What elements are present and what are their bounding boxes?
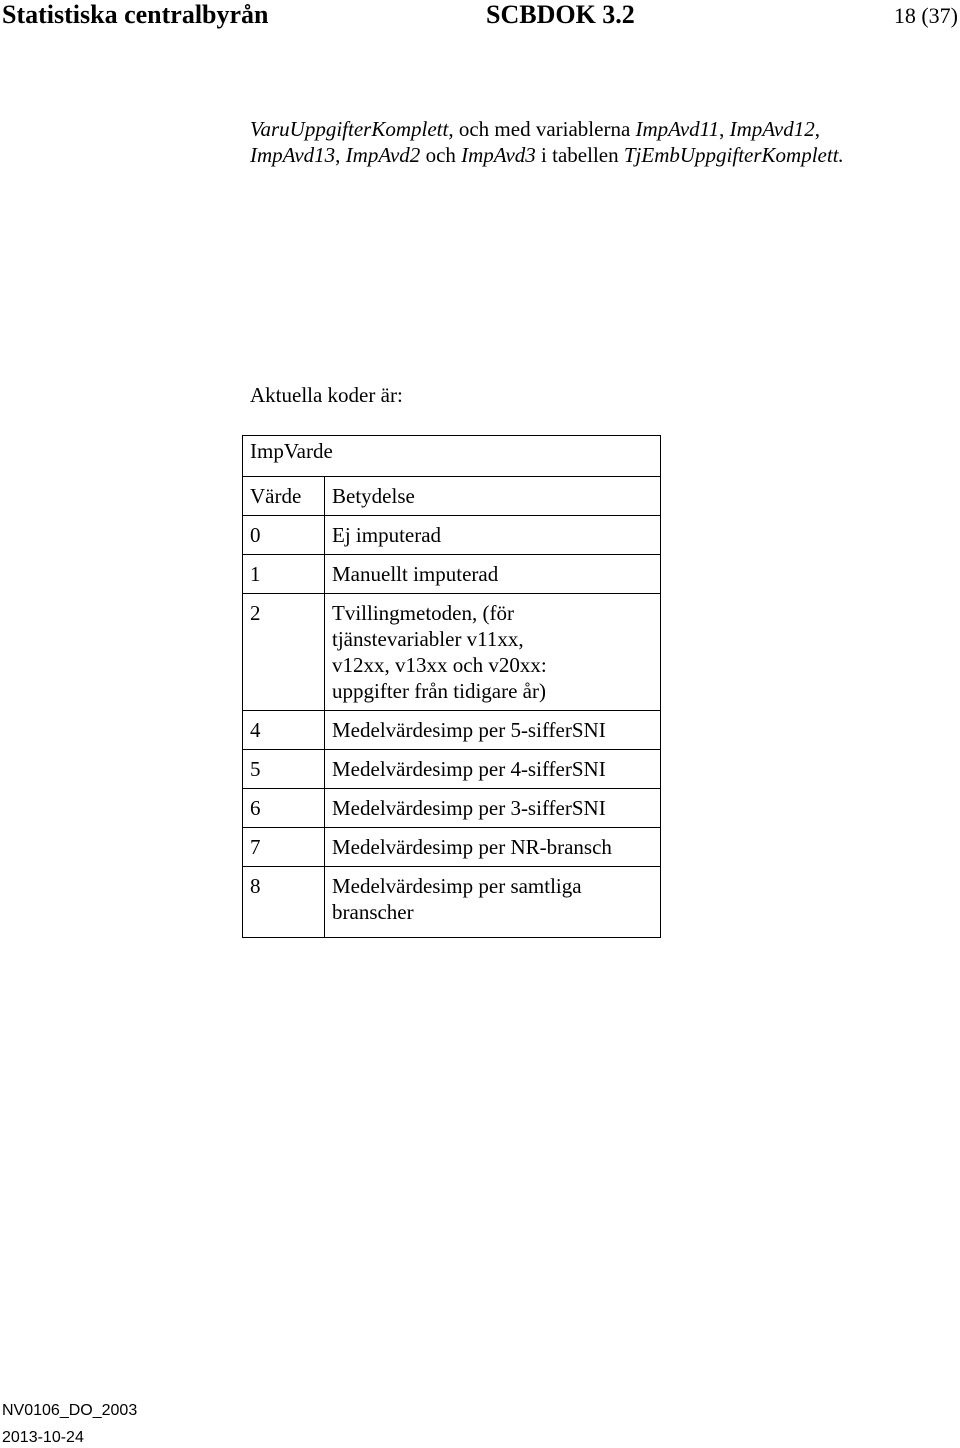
intro-table-name: TjEmbUppgifterKomplett. xyxy=(623,143,844,167)
intro-var-impavd13: ImpAvd13 xyxy=(250,143,336,167)
table-row xyxy=(243,828,661,867)
table-header-row xyxy=(243,477,661,516)
intro-var-impavd12: ImpAvd12 xyxy=(729,117,815,141)
column-header-meaning: Betydelse xyxy=(325,477,661,516)
row-meaning: Medelvärdesimp per NR-bransch xyxy=(325,828,661,867)
intro-paragraph: VaruUppgifterKomplett, och med variablerna ImpAvd11, ImpAvd12, ImpAvd13, ImpAvd2 och ImpAvd3 i tabellen TjEmbUppgifterKomplett. xyxy=(250,117,844,167)
table-title: ImpVarde xyxy=(243,436,661,477)
intro-var-impavd11: ImpAvd11 xyxy=(635,117,720,141)
row-value: 5 xyxy=(243,750,325,789)
intro-var-impavd3: ImpAvd3 xyxy=(461,143,536,167)
column-header-value: Värde xyxy=(243,477,325,516)
row-meaning: Medelvärdesimp per 4-sifferSNI xyxy=(325,750,661,789)
impvarde-table xyxy=(242,435,661,938)
row-meaning: Medelvärdesimp per 5-sifferSNI xyxy=(325,711,661,750)
table-row xyxy=(243,750,661,789)
table-row xyxy=(243,867,661,938)
row-value: 0 xyxy=(243,516,325,555)
row-meaning: Tvillingmetoden, (för tjänstevariabler v11xx, v12xx, v13xx och v20xx: uppgifter från tidigare år) xyxy=(325,594,661,711)
row-meaning: Medelvärdesimp per samtliga branscher xyxy=(325,867,661,938)
row-value: 2 xyxy=(243,594,325,711)
intro-var-varuuppgifter: VaruUppgifterKomplett xyxy=(250,117,449,141)
table-row xyxy=(243,594,661,711)
document-code: SCBDOK 3.2 xyxy=(486,0,635,29)
row-value: 8 xyxy=(243,867,325,938)
footer-date: 2013-10-24 xyxy=(2,1429,84,1446)
row-meaning: Manuellt imputerad xyxy=(325,555,661,594)
footer-document-id: NV0106_DO_2003 xyxy=(2,1402,138,1419)
organization-name: Statistiska centralbyrån xyxy=(2,0,269,29)
page-number: 18 (37) xyxy=(893,3,958,28)
table-title-row xyxy=(243,436,661,477)
row-value: 7 xyxy=(243,828,325,867)
row-value: 1 xyxy=(243,555,325,594)
table-row xyxy=(243,789,661,828)
table-row xyxy=(243,555,661,594)
table-row xyxy=(243,516,661,555)
table-row xyxy=(243,711,661,750)
page-header xyxy=(0,0,960,34)
intro-var-impavd2: ImpAvd2 xyxy=(345,143,421,167)
row-value: 6 xyxy=(243,789,325,828)
codes-label: Aktuella koder är: xyxy=(250,383,403,407)
row-meaning: Medelvärdesimp per 3-sifferSNI xyxy=(325,789,661,828)
row-value: 4 xyxy=(243,711,325,750)
row-meaning: Ej imputerad xyxy=(325,516,661,555)
